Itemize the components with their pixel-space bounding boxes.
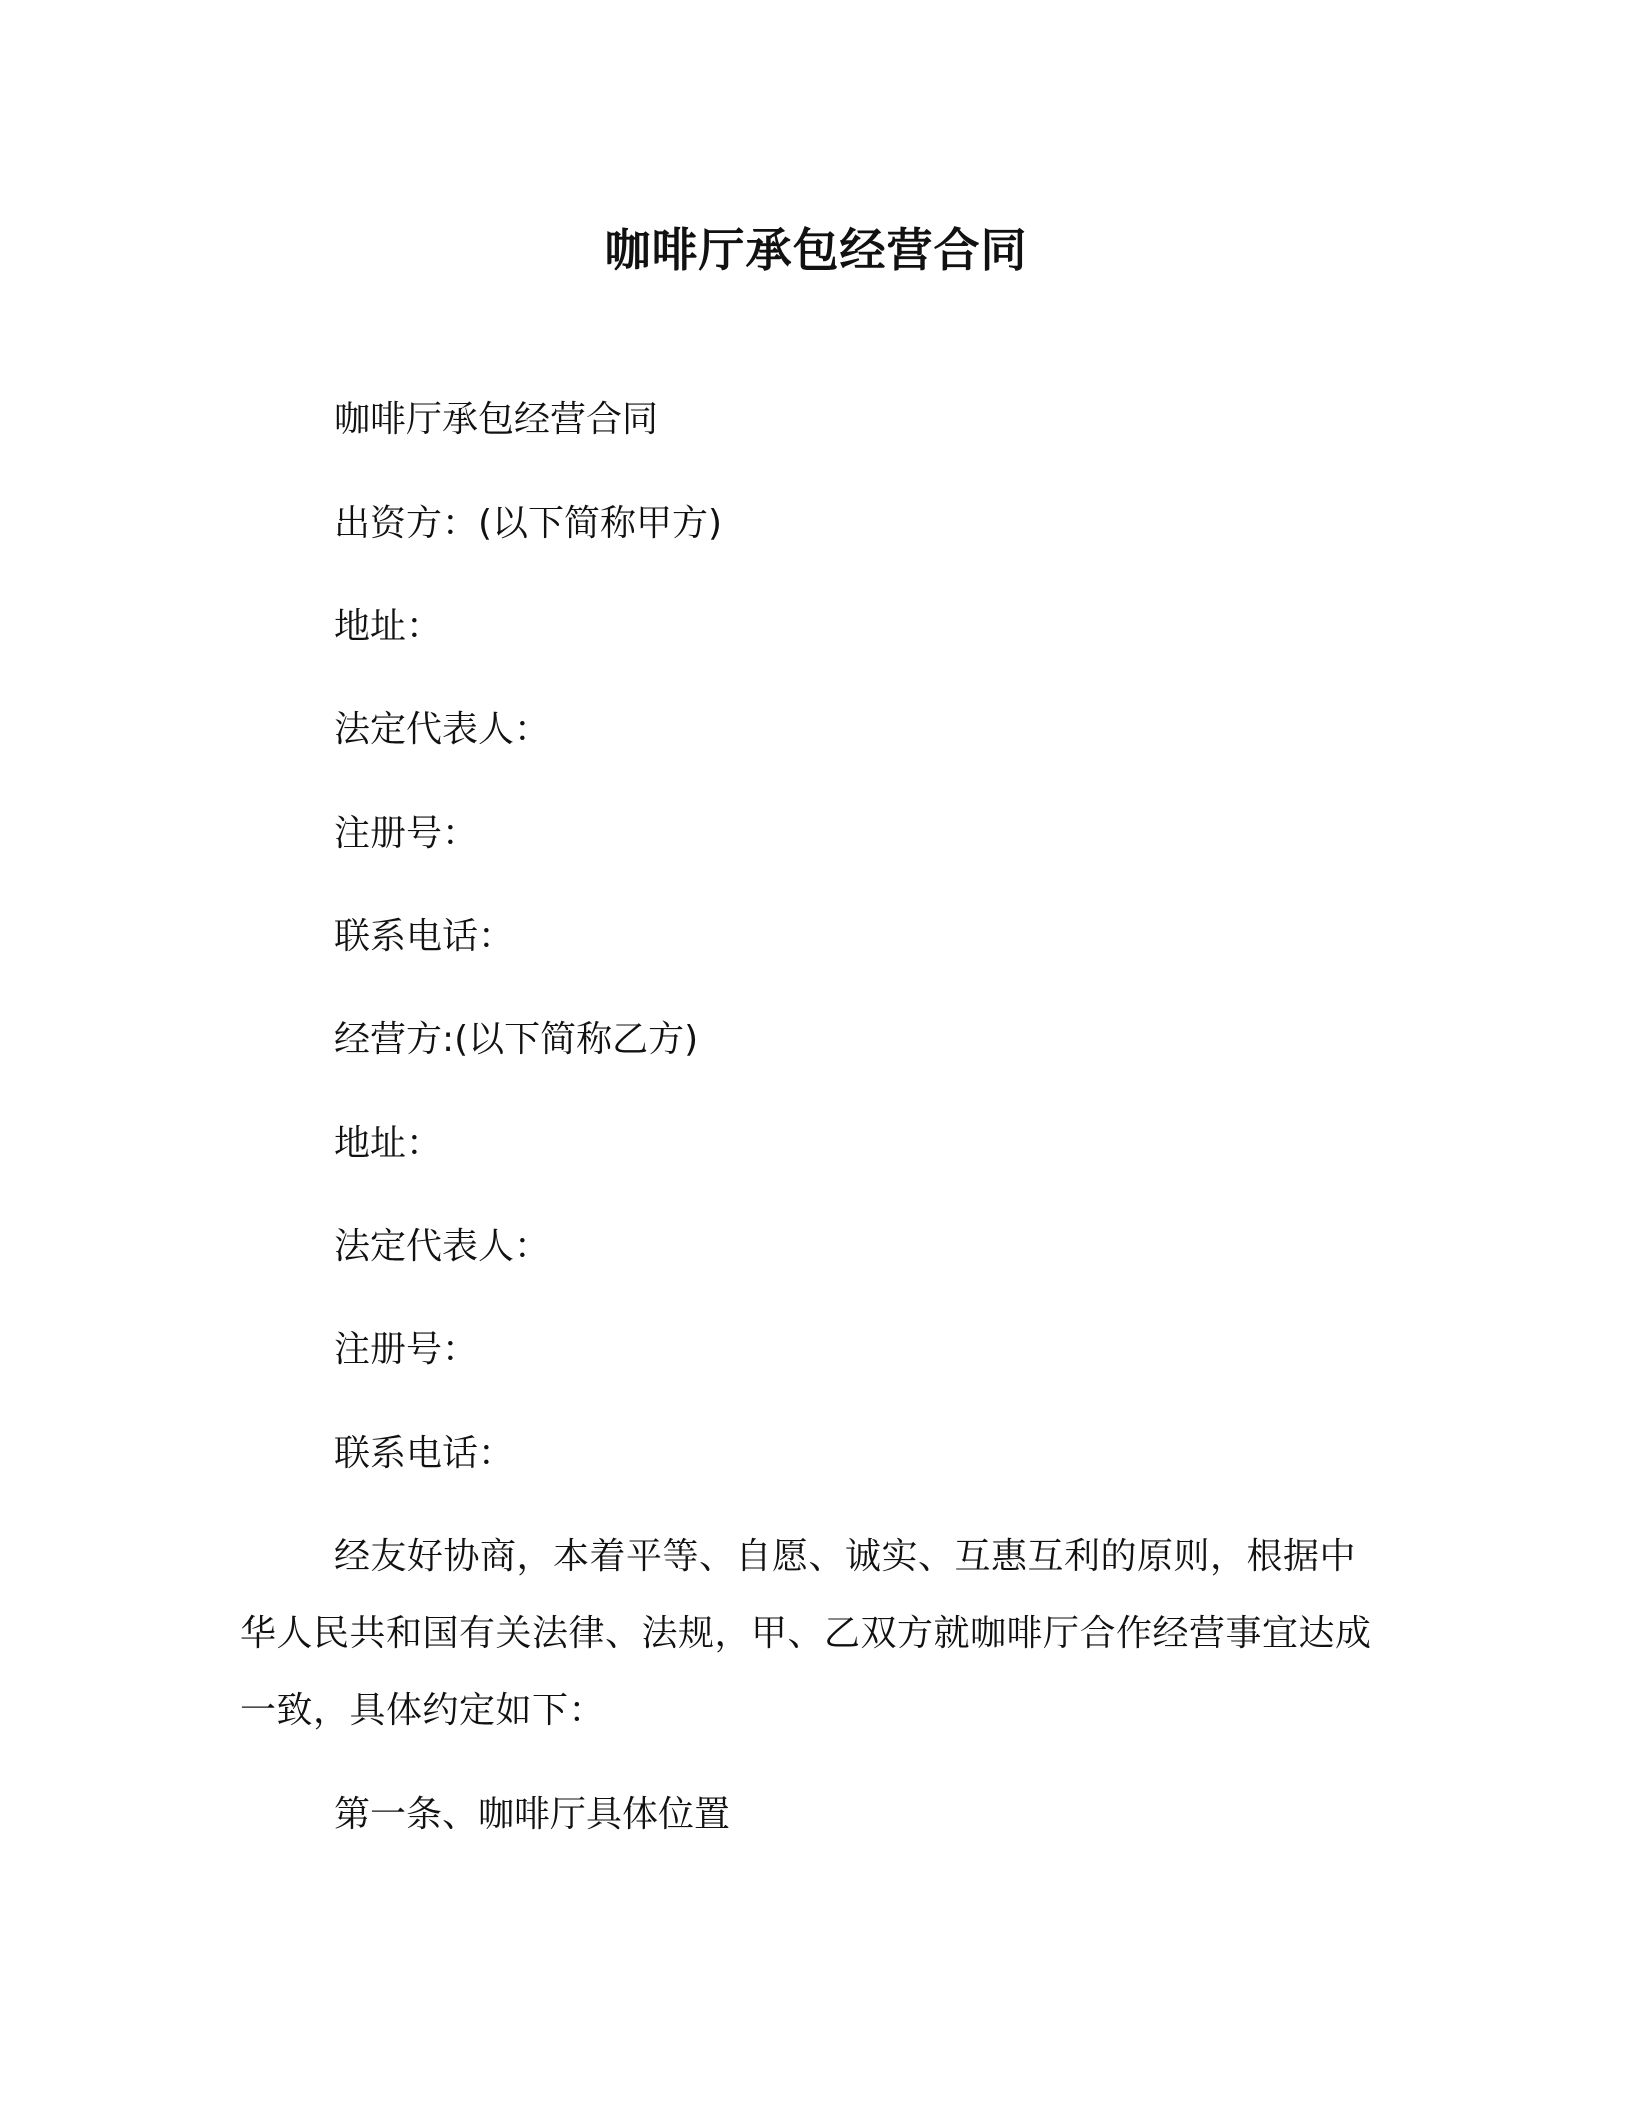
party-b-phone-label: 联系电话：: [334, 1433, 515, 1474]
article-1-heading: 第一条、咖啡厅具体位置: [334, 1794, 731, 1835]
preamble-paragraph: 经友好协商，本着平等、自愿、诚实、互惠互利的原则，根据中华人民共和国有关法律、法规，甲、乙双方就咖啡厅合作经营事宜达成一致，具体约定如下：: [240, 1536, 1372, 1731]
party-b-reg-no-label: 注册号：: [334, 1329, 479, 1370]
party-a-address-label: 地址：: [334, 606, 443, 647]
party-b-heading: 经营方:(以下简称乙方): [334, 1019, 699, 1060]
party-a-phone-label: 联系电话：: [334, 916, 515, 957]
party-a-legal-rep-label: 法定代表人：: [334, 709, 551, 750]
document-title: 咖啡厅承包经营合同: [604, 223, 1028, 277]
party-a-heading: 出资方：(以下简称甲方): [334, 503, 723, 544]
contract-subtitle: 咖啡厅承包经营合同: [334, 399, 659, 440]
party-b-address-label: 地址：: [334, 1123, 443, 1164]
party-a-reg-no-label: 注册号：: [334, 813, 479, 854]
party-b-legal-rep-label: 法定代表人：: [334, 1226, 551, 1267]
